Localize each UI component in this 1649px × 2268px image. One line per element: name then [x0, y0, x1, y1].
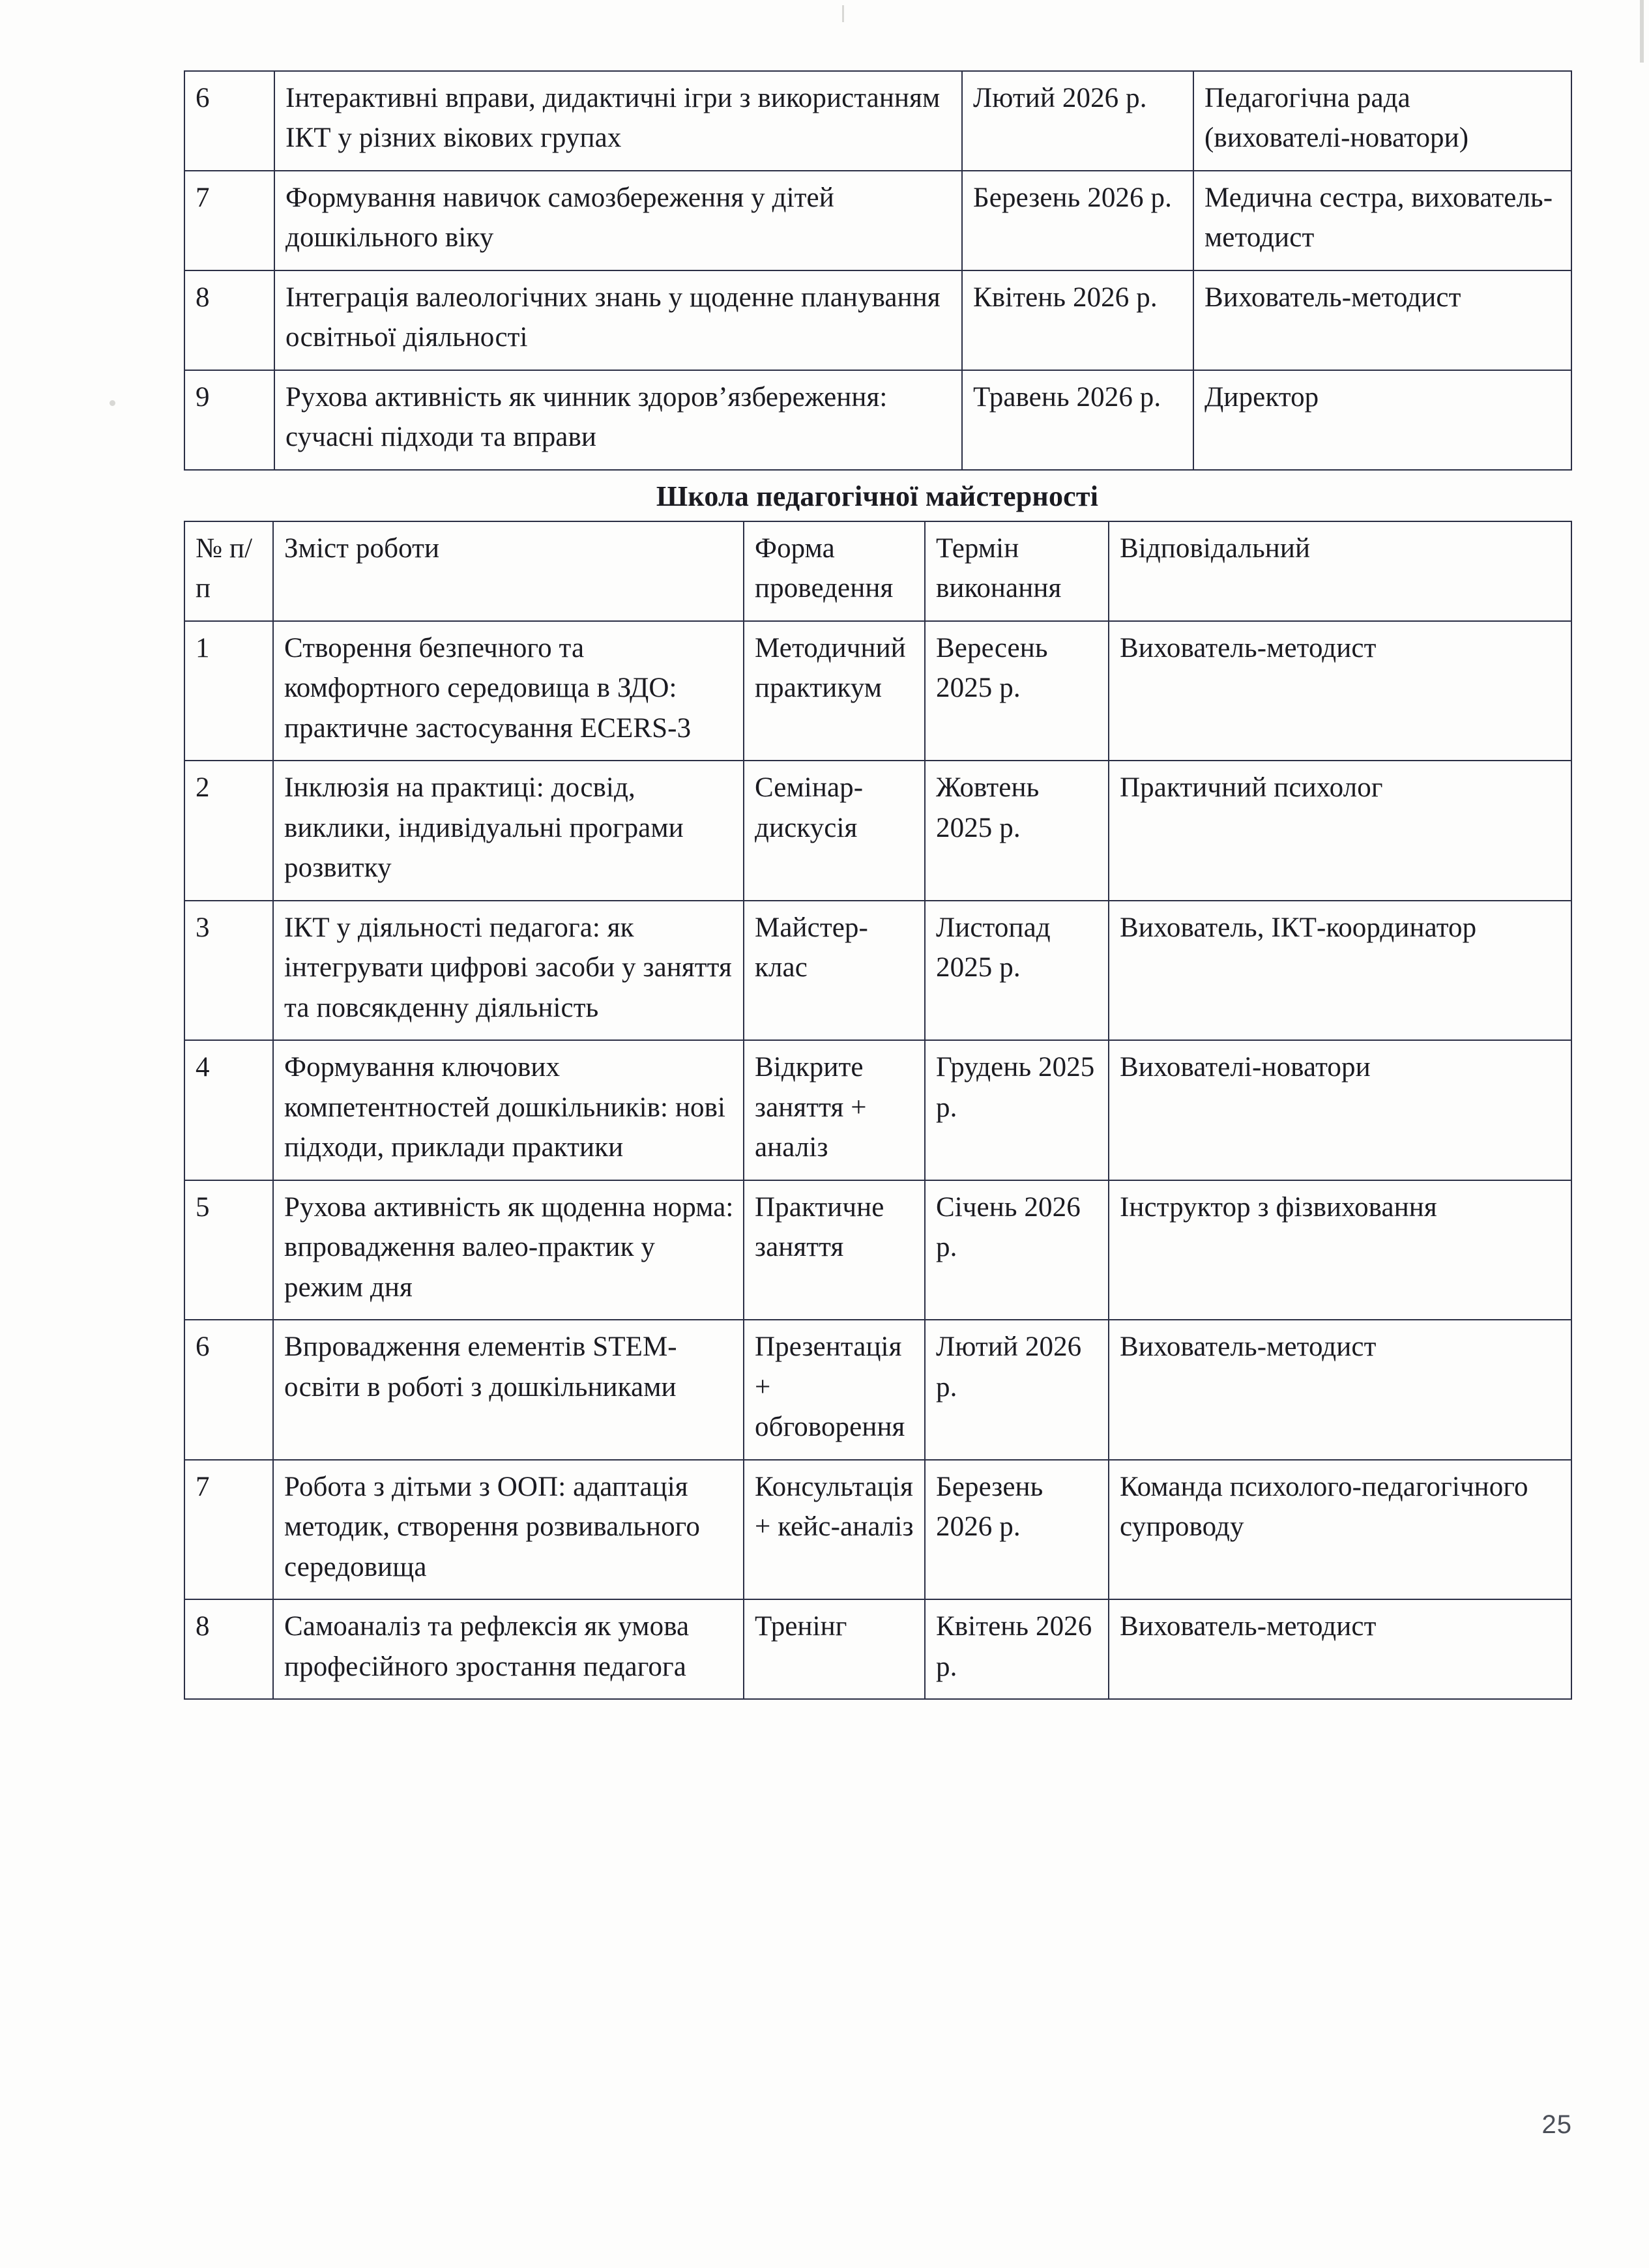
row-responsible-cell: [1193, 270, 1571, 370]
row-term-cell: [962, 270, 1193, 370]
row-term: Травень 2026 р.: [973, 381, 1161, 413]
row-form-cell: [744, 1599, 925, 1699]
row-content-cell: [273, 1320, 744, 1459]
row-number-cell: [184, 1040, 273, 1180]
row-responsible: Вихователь-методист: [1204, 282, 1461, 313]
row-form-cell: [744, 1320, 925, 1459]
table-row: [184, 270, 1571, 370]
row-responsible: Вихователь-методист: [1120, 1611, 1377, 1642]
row-responsible: Педагогічна рада (вихователі-новатори): [1204, 83, 1469, 154]
row-content-cell: [274, 370, 962, 470]
table-row: [184, 761, 1571, 900]
row-term-cell: [925, 1599, 1109, 1699]
row-responsible: Вихователь-методист: [1120, 632, 1377, 663]
row-responsible-cell: [1109, 761, 1571, 900]
row-content-cell: [273, 1599, 744, 1699]
table-school-of-pedagogical-mastery: [184, 521, 1572, 1700]
row-responsible-cell: [1193, 171, 1571, 270]
row-responsible: Команда психолого-педагогічного супроводу: [1120, 1471, 1528, 1543]
row-term: Грудень 2025 р.: [936, 1052, 1095, 1123]
row-content-cell: [273, 1040, 744, 1180]
row-responsible: Вихователі-новатори: [1120, 1052, 1371, 1083]
row-number-cell: [184, 370, 274, 470]
row-term: Лютий 2026 р.: [973, 83, 1147, 113]
row-content-cell: [274, 71, 962, 171]
row-responsible: Директор: [1204, 381, 1319, 413]
row-content-cell: [274, 171, 962, 270]
header-number: № п/п: [184, 521, 273, 621]
row-number: 8: [196, 1611, 210, 1642]
row-responsible-cell: [1109, 1180, 1571, 1320]
row-responsible-cell: [1109, 621, 1571, 761]
row-responsible-cell: [1109, 901, 1571, 1040]
row-number: 2: [196, 772, 210, 804]
row-number-cell: [184, 71, 274, 171]
row-content: ІКТ у діяльності педагога: як інтегрувати цифрові засоби у заняття та повсякденну діяльність: [284, 912, 732, 1023]
row-form: Консультація + кейс-аналіз: [755, 1471, 914, 1543]
table-header-row: [184, 521, 1571, 621]
table-row: [184, 1320, 1571, 1459]
scan-artifact: [1640, 0, 1644, 63]
row-form-cell: [744, 1180, 925, 1320]
row-number-cell: [184, 1460, 273, 1599]
table-annual-plan-continued: [184, 70, 1572, 471]
row-number-cell: [184, 171, 274, 270]
row-responsible: Інструктор з фізвиховання: [1120, 1191, 1437, 1223]
table-row: [184, 621, 1571, 761]
table-row: [184, 1599, 1571, 1699]
header-content: Зміст роботи: [273, 521, 744, 621]
row-term-cell: [925, 1180, 1109, 1320]
row-number: 3: [196, 912, 210, 943]
table-row: [184, 1460, 1571, 1599]
row-number: 5: [196, 1191, 210, 1223]
row-content-cell: [274, 270, 962, 370]
row-number: 7: [196, 182, 210, 213]
row-term-cell: [962, 71, 1193, 171]
row-form-cell: [744, 1040, 925, 1180]
row-content: Формування навичок самозбереження у дітей дошкільного віку: [285, 182, 834, 254]
row-content-cell: [273, 761, 744, 900]
row-form-cell: [744, 901, 925, 1040]
table-row: [184, 901, 1571, 1040]
row-term: Листопад 2025 р.: [936, 912, 1051, 983]
row-form: Тренінг: [755, 1611, 847, 1642]
table-row: [184, 71, 1571, 171]
row-content-cell: [273, 901, 744, 1040]
row-number: 4: [196, 1052, 210, 1083]
row-responsible-cell: [1193, 71, 1571, 171]
row-number-cell: [184, 1599, 273, 1699]
row-number-cell: [184, 1180, 273, 1320]
row-responsible: Вихователь, ІКТ-координатор: [1120, 912, 1477, 943]
row-term: Квітень 2026 р.: [973, 282, 1158, 313]
row-number: 8: [196, 282, 210, 313]
row-term: Квітень 2026 р.: [936, 1611, 1092, 1682]
row-term-cell: [925, 901, 1109, 1040]
scan-artifact: [842, 5, 844, 22]
row-content-cell: [273, 621, 744, 761]
row-content: Самоаналіз та рефлексія як умова професійного зростання педагога: [284, 1611, 690, 1682]
row-number-cell: [184, 901, 273, 1040]
row-content: Робота з дітьми з ООП: адаптація методик, створення розвивального середовища: [284, 1471, 700, 1582]
row-responsible-cell: [1193, 370, 1571, 470]
row-content-cell: [273, 1180, 744, 1320]
row-term-cell: [925, 1460, 1109, 1599]
table-row: [184, 171, 1571, 270]
row-number: 6: [196, 83, 210, 113]
row-responsible: Практичний психолог: [1120, 772, 1383, 804]
row-number-cell: [184, 270, 274, 370]
row-content: Інклюзія на практиці: досвід, виклики, індивідуальні програми розвитку: [284, 772, 684, 884]
row-number: 1: [196, 632, 210, 663]
header-term: Термін виконання: [925, 521, 1109, 621]
row-form: Практичне заняття: [755, 1191, 884, 1263]
row-number-cell: [184, 621, 273, 761]
row-content: Формування ключових компетентностей дошкільників: нові підходи, приклади практики: [284, 1052, 726, 1163]
row-term-cell: [925, 621, 1109, 761]
table-row: [184, 370, 1571, 470]
row-content: Створення безпечного та комфортного середовища в ЗДО: практичне застосування ECERS-3: [284, 632, 692, 744]
header-form: Форма проведення: [744, 521, 925, 621]
row-responsible: Медична сестра, вихователь-методист: [1204, 182, 1553, 254]
row-responsible-cell: [1109, 1320, 1571, 1459]
row-term-cell: [962, 370, 1193, 470]
row-term-cell: [962, 171, 1193, 270]
row-content-cell: [273, 1460, 744, 1599]
row-responsible: Вихователь-методист: [1120, 1331, 1377, 1363]
row-responsible-cell: [1109, 1040, 1571, 1180]
row-term-cell: [925, 1040, 1109, 1180]
document-body: [184, 70, 1571, 1700]
row-number: 6: [196, 1331, 210, 1363]
row-form: Майстер-клас: [755, 912, 868, 983]
row-responsible-cell: [1109, 1460, 1571, 1599]
row-term-cell: [925, 761, 1109, 900]
row-term: Березень 2026 р.: [936, 1471, 1043, 1543]
row-term: Жовтень 2025 р.: [936, 772, 1040, 843]
row-content: Рухова активність як чинник здоров’язбереження: сучасні підходи та вправи: [285, 381, 888, 453]
row-term: Лютий 2026 р.: [936, 1331, 1082, 1403]
row-term: Січень 2026 р.: [936, 1191, 1081, 1263]
row-number-cell: [184, 761, 273, 900]
row-form: Методичний практикум: [755, 632, 906, 704]
row-term-cell: [925, 1320, 1109, 1459]
row-form: Відкрите заняття + аналіз: [755, 1052, 867, 1163]
table-row: [184, 1040, 1571, 1180]
row-number-cell: [184, 1320, 273, 1459]
row-content: Рухова активність як щоденна норма: впровадження валео-практик у режим дня: [284, 1191, 734, 1303]
row-form: Семінар-дискусія: [755, 772, 864, 843]
page-number: 25: [1541, 2110, 1572, 2139]
row-content: Впровадження елементів STEM-освіти в роботі з дошкільниками: [284, 1331, 677, 1403]
row-form-cell: [744, 761, 925, 900]
row-term: Вересень 2025 р.: [936, 632, 1048, 704]
row-content: Інтерактивні вправи, дидактичні ігри з використанням ІКТ у різних вікових групах: [285, 83, 941, 154]
row-form: Презентація + обговорення: [755, 1331, 905, 1443]
row-content: Інтеграція валеологічних знань у щоденне планування освітньої діяльності: [285, 282, 941, 353]
section-title: Школа педагогічної майстерності: [656, 480, 1099, 512]
row-number: 9: [196, 381, 210, 413]
row-number: 7: [196, 1471, 210, 1502]
row-form-cell: [744, 621, 925, 761]
row-form-cell: [744, 1460, 925, 1599]
table-row: [184, 1180, 1571, 1320]
row-responsible-cell: [1109, 1599, 1571, 1699]
scan-artifact: [109, 400, 115, 406]
row-term: Березень 2026 р.: [973, 182, 1172, 213]
header-responsible: Відповідальний: [1109, 521, 1571, 621]
